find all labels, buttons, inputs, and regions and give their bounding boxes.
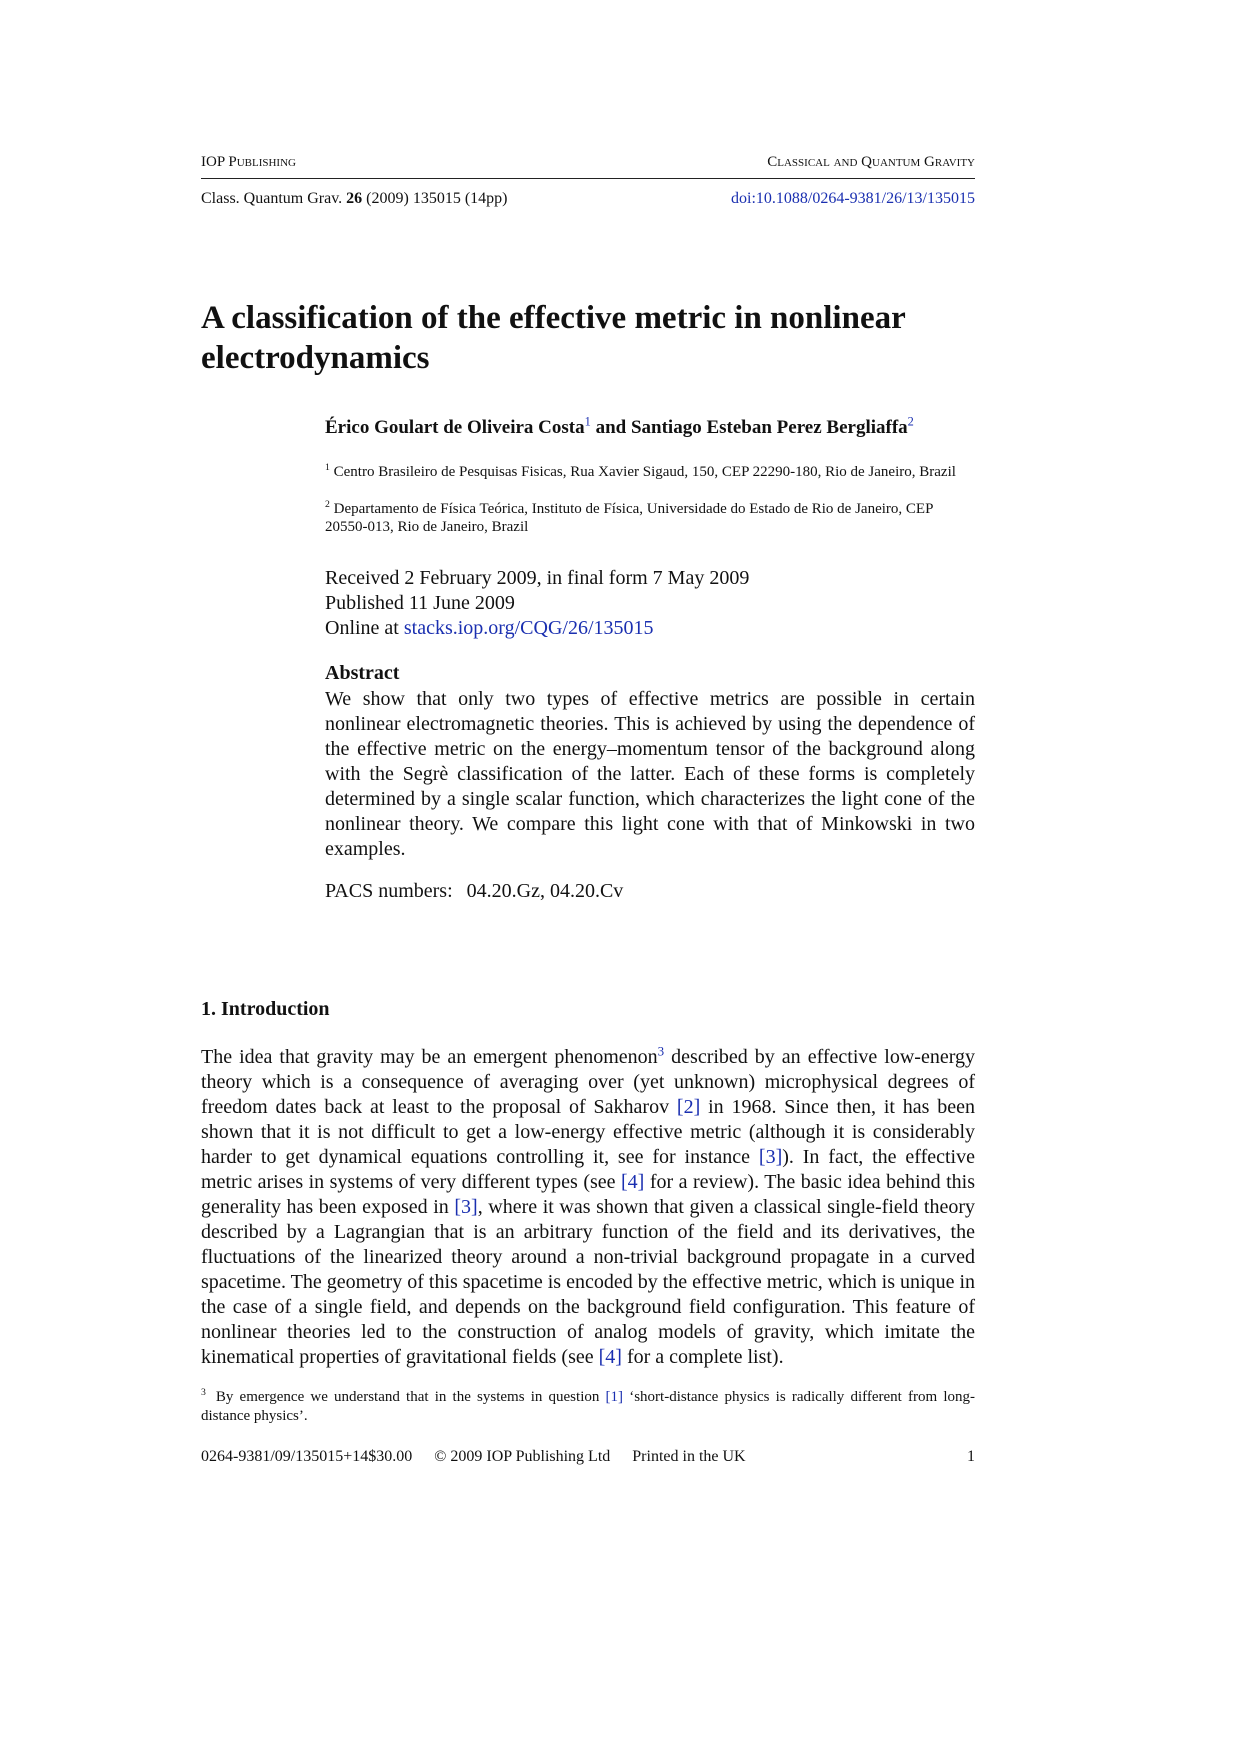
journal-label (767, 154, 975, 171)
online-prefix: Online at (325, 617, 404, 639)
footnote-3 (201, 1388, 975, 1426)
ref-2-link[interactable]: [2] (676, 1096, 701, 1118)
author-1-affil-link[interactable]: 1 (584, 414, 591, 429)
affiliation-1-mark: 1 (325, 462, 330, 473)
author-conjunction: and (590, 417, 631, 438)
author-1: Érico Goulart de Oliveira Costa (325, 417, 585, 438)
footer-copyright: © 2009 IOP Publishing Ltd (434, 1448, 611, 1465)
doi-link[interactable]: doi:10.1088/0264-9381/26/13/135015 (731, 190, 975, 207)
intro-text-e: for a review). The basic idea behind this generality has been exposed in (201, 1171, 975, 1218)
affiliation-2-mark: 2 (325, 499, 330, 510)
affiliation-1 (325, 463, 975, 481)
author-list (325, 414, 985, 439)
citation-line (201, 190, 507, 208)
affiliation-2-text: Departamento de Física Teórica, Instituto de Física, Universidade do Estado de Rio de Janeiro, CEP 20550-013, Rio de Janeiro, Brazil (325, 501, 933, 535)
ref-4-link[interactable]: [4] (621, 1171, 645, 1193)
intro-paragraph (201, 1045, 975, 1370)
footnote-text-a: By emergence we understand that in the systems in question (215, 1389, 606, 1405)
page-footer (201, 1448, 764, 1466)
pacs-label: PACS numbers: (325, 880, 453, 902)
footer-printed: Printed in the UK (632, 1448, 746, 1465)
publisher-label (201, 154, 296, 171)
received-date: Received 2 February 2009, in final form 7 May 2009 (325, 567, 750, 589)
author-2-affil-link[interactable]: 2 (907, 414, 914, 429)
ref-3-link[interactable]: [3] (758, 1146, 783, 1168)
ref-3-link-2[interactable]: [3] (454, 1196, 478, 1218)
pacs-values: 04.20.Gz, 04.20.Cv (466, 880, 624, 902)
section-heading: 1. Introduction (201, 998, 330, 1020)
abstract-heading: Abstract (325, 662, 400, 684)
footer-code: 0264-9381/09/135015+14$30.00 (201, 1448, 413, 1465)
citation-volume: 26 (346, 190, 363, 207)
pacs-line (325, 880, 623, 903)
published-date: Published 11 June 2009 (325, 592, 515, 614)
paper-title: A classification of the effective metric in nonlinear electrodynamics (201, 300, 906, 376)
intro-text-g: for a complete list). (621, 1346, 784, 1368)
online-line (325, 616, 654, 641)
footnote-3-link[interactable]: 3 (657, 1043, 665, 1059)
affiliation-1-text: Centro Brasileiro de Pesquisas Fisicas, Rua Xavier Sigaud, 150, CEP 22290-180, Rio de Janeiro, Brazil (333, 464, 956, 480)
affiliation-2 (325, 500, 975, 536)
header-rule (201, 178, 975, 179)
publisher-text: IOP Publishing (201, 154, 296, 170)
intro-text-d: ). In fact, the effective metric arises in systems of very different types (see (201, 1146, 975, 1193)
footnote-3-mark: 3 (201, 1387, 206, 1398)
ref-1-link[interactable]: [1] (605, 1389, 624, 1405)
intro-text-c: in 1968. Since then, it has been shown that it is not difficult to get a low-energy effective metric (although it is considerably harder to get dynamical equations controlling it, see for instance (201, 1096, 975, 1168)
online-link[interactable]: stacks.iop.org/CQG/26/135015 (403, 617, 654, 639)
ref-4-link-2[interactable]: [4] (598, 1346, 622, 1368)
citation-suffix: (2009) 135015 (14pp) (366, 190, 508, 207)
page-number: 1 (967, 1448, 975, 1465)
author-2: Santiago Esteban Perez Bergliaffa (630, 417, 908, 438)
abstract-text: We show that only two types of effective metrics are possible in certain nonlinear electromagnetic theories. This is achieved by using the dependence of the effective metric on the energy–momentum tensor of the background along with the Segrè classification of the latter. Each of these forms is completely determined by a single scalar function, which characterizes the light cone of the nonlinear theory. We compare this light cone with that of Minkowski in two examples. (325, 688, 975, 860)
intro-text-b: described by an effective low-energy theory which is a consequence of averaging over (yet unknown) microphysical degrees of freedom dates back at least to the proposal of Sakharov (201, 1046, 975, 1118)
footnote-text-b: ‘short-distance physics is radically different from long-distance physics’. (201, 1389, 975, 1424)
intro-text-f: , where it was shown that given a classical single-field theory described by a Lagrangian that is an arbitrary function of the field and its derivatives, the fluctuations of the linearized theory around a non-trivial background propagate in a curved spacetime. The geometry of this spacetime is encoded by the effective metric, which is unique in the case of a single field, and depends on the background field configuration. This feature of nonlinear theories led to the construction of analog models of gravity, which imitate the kinematical properties of gravitational fields (see (201, 1196, 976, 1368)
journal-text: Classical and Quantum Gravity (767, 154, 975, 170)
citation-prefix: Class. Quantum Grav. (201, 190, 343, 207)
intro-text-a: The idea that gravity may be an emergent phenomenon (201, 1046, 658, 1068)
